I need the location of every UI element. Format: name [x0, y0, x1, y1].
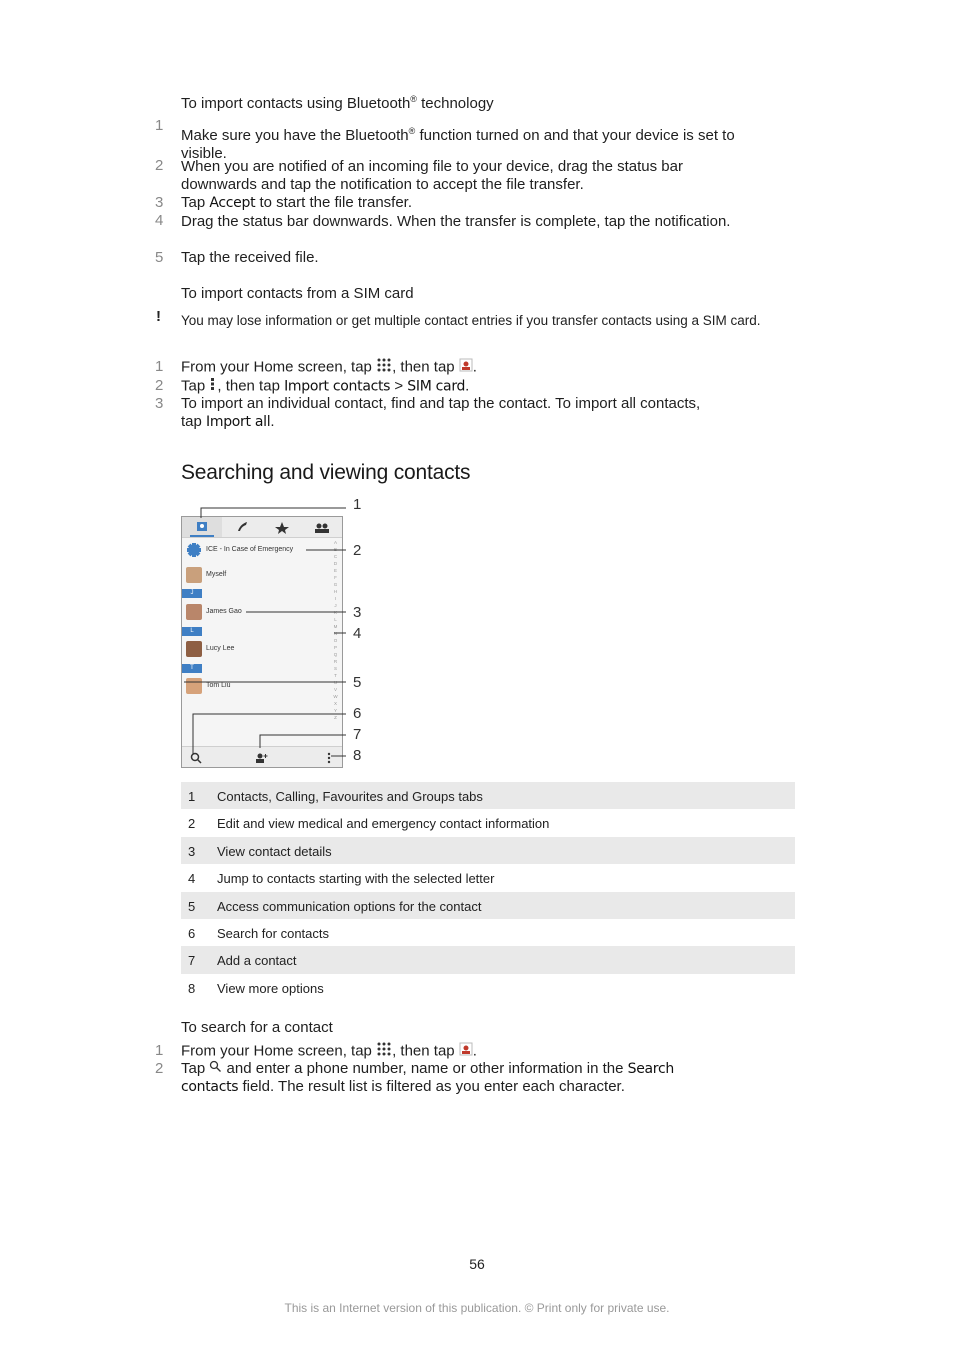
letter-header: T	[182, 664, 202, 673]
callout-2: 2	[353, 542, 362, 559]
callout-3: 3	[353, 604, 362, 621]
alphabet-letter: X	[333, 701, 337, 706]
alphabet-letter: H	[333, 589, 338, 594]
step-number: 2	[155, 157, 164, 174]
callout-8: 8	[353, 747, 362, 764]
search-heading: To search for a contact	[181, 1019, 333, 1036]
contact-name: Lucy Lee	[206, 645, 235, 652]
alphabet-letter: V	[333, 687, 337, 692]
contact-name: Myself	[206, 571, 227, 578]
alphabet-letter: P	[333, 645, 337, 650]
table-row: 1 Contacts, Calling, Favourites and Groups tabs	[181, 782, 795, 809]
alphabet-letter: D	[333, 561, 338, 566]
alphabet-letter: N	[333, 631, 338, 636]
warning-icon: !	[156, 308, 161, 325]
contacts-app-icon	[459, 358, 473, 377]
callout-lines	[181, 496, 381, 776]
import-all-ui-label: Import all	[206, 414, 271, 430]
footer-note: This is an Internet version of this publication. © Print only for private use.	[284, 1301, 670, 1315]
bluetooth-step-4: Drag the status bar downwards. When the transfer is complete, tap the notification.	[181, 213, 731, 230]
step-number: 2	[155, 1060, 164, 1077]
step-number: 3	[155, 395, 164, 412]
callout-4: 4	[353, 625, 362, 642]
table-row: 6 Search for contacts	[188, 925, 329, 941]
step-number: 1	[155, 358, 164, 375]
table-row: 5 Access communication options for the contact	[181, 892, 795, 919]
sim-step-2: Tap , then tap Import contacts > SIM card.	[181, 377, 470, 395]
table-row: 2 Edit and view medical and emergency contact information	[188, 816, 550, 832]
sim-warning-note: You may lose information or get multiple contact entries if you transfer contacts using a SIM card.	[181, 313, 761, 328]
apps-grid-icon	[376, 358, 392, 377]
table-row: 7 Add a contact	[181, 946, 795, 973]
callout-5: 5	[353, 674, 362, 691]
alphabet-letter: K	[333, 610, 337, 615]
bluetooth-step-5: Tap the received file.	[181, 249, 319, 266]
apps-grid-icon	[376, 1042, 392, 1061]
section-title: Searching and viewing contacts	[181, 461, 471, 484]
bluetooth-step-3: Tap Accept to start the file transfer.	[181, 194, 413, 211]
alphabet-letter: J	[334, 603, 337, 608]
page-number: 56	[469, 1256, 485, 1272]
search-contacts-ui-label: Search contacts	[181, 1061, 674, 1096]
alphabet-letter: L	[334, 617, 337, 622]
contact-name: Tom Liu	[206, 682, 231, 689]
alphabet-letter: E	[333, 568, 337, 573]
alphabet-letter: U	[333, 680, 338, 685]
alphabet-letter: W	[333, 694, 338, 699]
alphabet-letter: S	[333, 666, 337, 671]
search-step-2: Tap and enter a phone number, name or other information in the Search contacts field. The result list is filtered as you enter each character.	[181, 1060, 674, 1096]
step-number: 5	[155, 249, 164, 266]
callout-1: 1	[353, 496, 362, 513]
alphabet-letter: Z	[334, 715, 337, 720]
step-number: 1	[155, 117, 164, 134]
sim-step-1: From your Home screen, tap , then tap .	[181, 358, 477, 376]
legend-table	[181, 782, 795, 1001]
import-contacts-ui-label: Import contacts	[284, 378, 391, 395]
alphabet-letter: C	[333, 554, 338, 559]
alphabet-letter: M	[333, 624, 338, 629]
bluetooth-step-2: When you are notified of an incoming file to your device, drag the status bar downwards and tap the notification to accept the file transfer.	[181, 158, 683, 193]
search-icon	[209, 1060, 222, 1078]
alphabet-letter: Q	[333, 652, 338, 657]
alphabet-letter: I	[334, 596, 337, 601]
alphabet-letter: T	[334, 673, 337, 678]
contact-name: ICE - In Case of Emergency	[206, 546, 294, 553]
contacts-app-icon	[459, 1042, 473, 1061]
alphabet-letter: Y	[333, 708, 337, 713]
accept-ui-label: Accept	[209, 195, 256, 211]
bluetooth-step-1: Make sure you have the Bluetooth® function turned on and that your device is set to visible.	[181, 126, 735, 162]
callout-6: 6	[353, 705, 362, 722]
step-number: 1	[155, 1042, 164, 1059]
alphabet-letter: R	[333, 659, 338, 664]
alphabet-letter: F	[334, 575, 337, 580]
alphabet-letter: A	[333, 540, 337, 545]
callout-7: 7	[353, 726, 362, 743]
bluetooth-heading: To import contacts using Bluetooth® technology	[181, 94, 494, 112]
step-number: 4	[155, 212, 164, 229]
letter-header: L	[182, 627, 202, 636]
step-number: 2	[155, 377, 164, 394]
table-row: 3 View contact details	[181, 837, 795, 864]
alphabet-letter: B	[333, 547, 337, 552]
step-number: 3	[155, 194, 164, 211]
sim-step-3: To import an individual contact, find and tap the contact. To import all contacts, tap Import all.	[181, 395, 701, 430]
letter-header: J	[182, 589, 202, 598]
sim-card-ui-label: SIM card	[407, 378, 466, 395]
sim-heading: To import contacts from a SIM card	[181, 285, 414, 302]
alphabet-letter: O	[333, 638, 338, 643]
table-row: 4 Jump to contacts starting with the selected letter	[188, 871, 495, 887]
table-row: 8 View more options	[188, 980, 324, 996]
contact-name: James Gao	[206, 608, 242, 615]
search-step-1: From your Home screen, tap , then tap .	[181, 1042, 477, 1060]
alphabet-letter: G	[333, 582, 338, 587]
